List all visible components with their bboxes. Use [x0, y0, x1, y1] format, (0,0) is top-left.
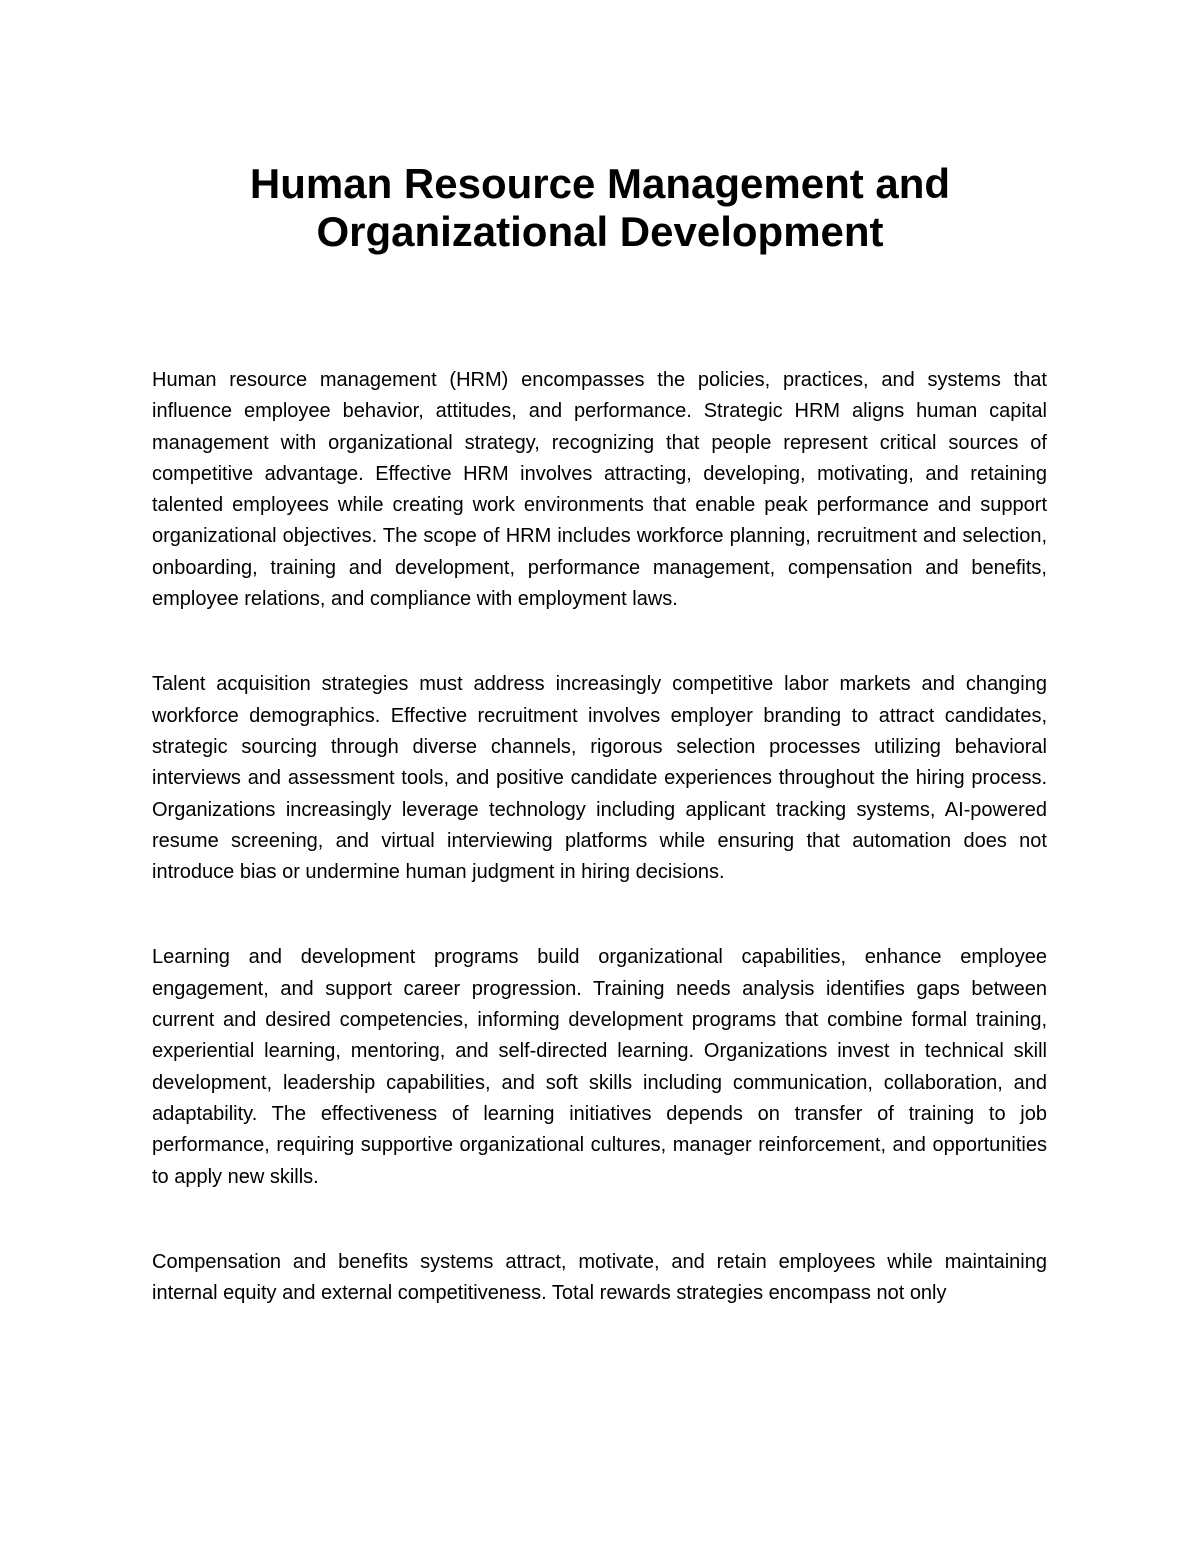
document-title [150, 160, 1050, 256]
paragraph-compensation-benefits: Compensation and benefits systems attract, motivate, and retain employees while maintaining internal equity and external competitiveness. Total rewards strategies encompass not only [152, 1250, 1047, 1305]
paragraph-learning-development: Learning and development programs build organizational capabilities, enhance employee engagement, and support career progression. Training needs analysis identifies gaps between current and desired competencies, informing development programs that combine formal training, experiential learning, mentoring, and self-directed learning. Organizations invest in technical skill development, leadership capabilities, and soft skills including communication, collaboration, and adaptability. The effectiveness of learning initiatives depends on transfer of training to job performance, requiring supportive organizational cultures, manager reinforcement, and opportunities to apply new skills. [152, 946, 1047, 1188]
paragraph-talent-acquisition: Talent acquisition strategies must address increasingly competitive labor markets and changing workforce demographics. Effective recruitment involves employer branding to attract candidates, strategic sourcing through diverse channels, rigorous selection processes utilizing behavioral interviews and assessment tools, and positive candidate experiences throughout the hiring process. Organizations increasingly leverage technology including applicant tracking systems, AI-powered resume screening, and virtual interviewing platforms while ensuring that automation does not introduce bias or undermine human judgment in hiring decisions. [152, 673, 1047, 884]
document-body [152, 365, 1047, 1363]
document-title-line-1: Human Resource Management and [249, 160, 951, 207]
document-title-line-2: Organizational Development [316, 208, 884, 255]
paragraph-hrm-overview: Human resource management (HRM) encompasses the policies, practices, and systems that influence employee behavior, attitudes, and performance. Strategic HRM aligns human capital management with organizational strategy, recognizing that people represent critical sources of competitive advantage. Effective HRM involves attracting, developing, motivating, and retaining talented employees while creating work environments that enable peak performance and support organizational objectives. The scope of HRM includes workforce planning, recruitment and selection, onboarding, training and development, performance management, compensation and benefits, employee relations, and compliance with employment laws. [152, 369, 1047, 611]
